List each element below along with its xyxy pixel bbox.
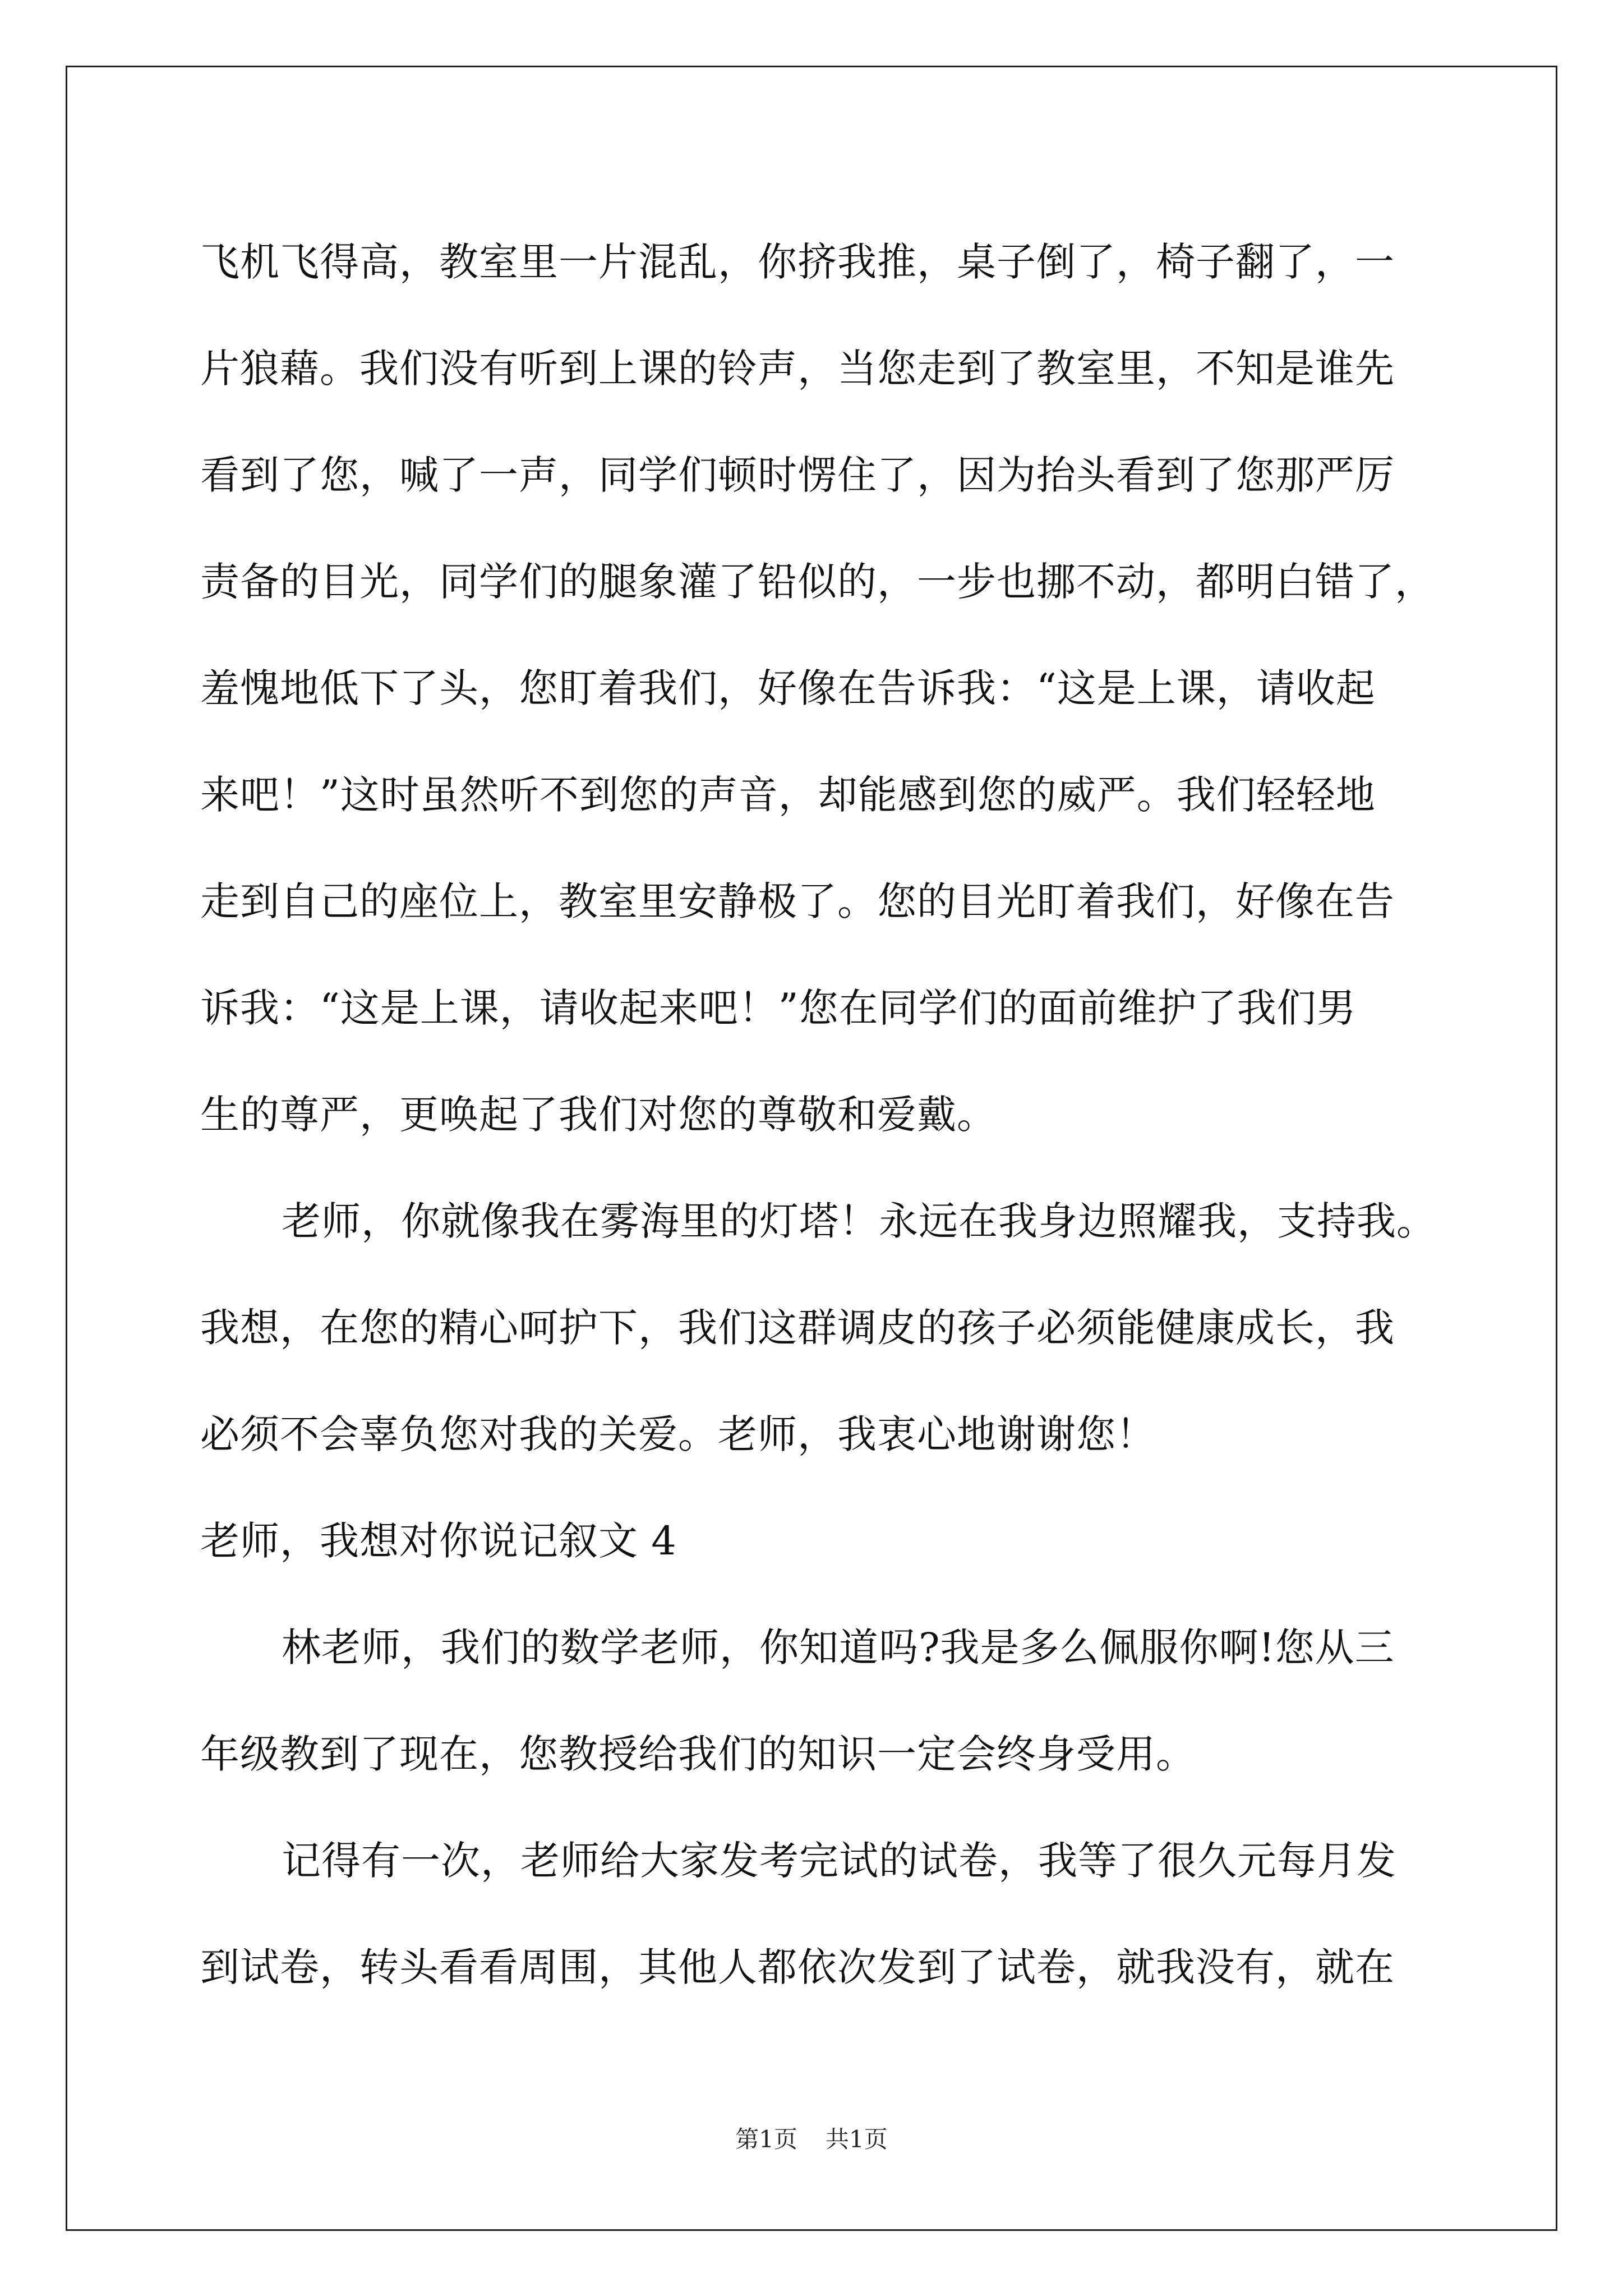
page-total: 共1页 [826, 2125, 888, 2153]
text-line: 羞愧地低下了头，您盯着我们，好像在告诉我：“这是上课，请收起 [200, 665, 1376, 711]
section-heading: 老师，我想对你说记叙文 4 [200, 1518, 677, 1564]
text-line: 诉我：“这是上课，请收起来吧！”您在同学们的面前维护了我们男 [200, 985, 1357, 1031]
page-number: 第1页 [735, 2125, 797, 2153]
text-line: 我想，在您的精心呵护下，我们这群调皮的孩子必须能健康成长，我 [200, 1305, 1395, 1351]
text-line: 必须不会辜负您对我的关爱。老师，我衷心地谢谢您！ [200, 1411, 1156, 1457]
text-line: 看到了您，喊了一声，同学们顿时愣住了，因为抬头看到了您那严厉 [200, 452, 1395, 498]
text-line: 生的尊严，更唤起了我们对您的尊敬和爱戴。 [200, 1092, 997, 1138]
page-footer [0, 2123, 1623, 2156]
text-line: 片狼藉。我们没有听到上课的铃声，当您走到了教室里，不知是谁先 [200, 346, 1395, 392]
document-body [200, 209, 1434, 2021]
paragraph-start-line: 记得有一次，老师给大家发考完试的试卷，我等了很久元每月发 [282, 1838, 1396, 1884]
text-line: 来吧！”这时虽然听不到您的声音，却能感到您的威严。我们轻轻地 [200, 772, 1376, 818]
text-line: 责备的目光，同学们的腿象灌了铅似的，一步也挪不动，都明白错了， [200, 559, 1435, 605]
text-line: 走到自己的座位上，教室里安静极了。您的目光盯着我们，好像在告 [200, 878, 1395, 924]
text-line: 到试卷，转头看看周围，其他人都依次发到了试卷，就我没有，就在 [200, 1944, 1395, 1990]
paragraph-start-line: 林老师，我们的数学老师，你知道吗?我是多么佩服你啊!您从三 [282, 1625, 1395, 1671]
text-line: 飞机飞得高，教室里一片混乱，你挤我推，桌子倒了，椅子翻了，一 [200, 239, 1395, 285]
paragraph-start-line: 老师，你就像我在雾海里的灯塔！永远在我身边照耀我，支持我。 [282, 1198, 1436, 1244]
text-line: 年级教到了现在，您教授给我们的知识一定会终身受用。 [200, 1731, 1196, 1777]
